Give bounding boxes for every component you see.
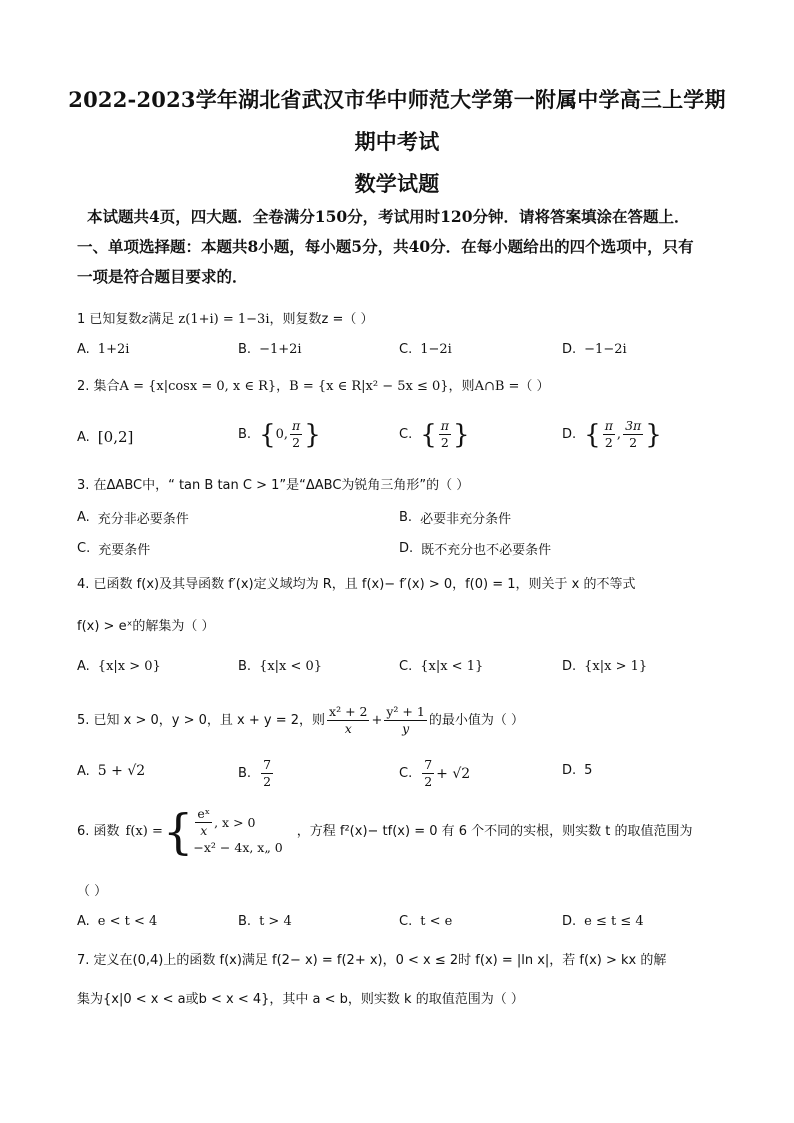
q2-ask: A∩B =（ ）: [474, 379, 550, 394]
case-2: −x² − 4x, x„ 0: [193, 840, 283, 855]
q1-mid: 满足: [148, 312, 175, 327]
option-letter: A.: [77, 763, 90, 779]
left-brace: {: [420, 419, 437, 450]
q3-option-a[interactable]: [77, 508, 189, 527]
q3-option-d[interactable]: [399, 539, 551, 558]
fraction: [623, 418, 643, 451]
q5-fraction-2: [384, 704, 426, 737]
numerator: x² + 2: [329, 704, 368, 719]
fraction: [422, 757, 434, 790]
q6-paren: （ ）: [77, 884, 108, 899]
fraction: [603, 418, 615, 451]
fraction: [195, 806, 212, 839]
fraction: [261, 757, 273, 790]
numerator: π: [604, 418, 613, 433]
option-text: {x|x < 1}: [420, 659, 484, 674]
option-text: {x|x < 0}: [259, 659, 323, 674]
option-letter: B.: [238, 427, 252, 442]
option-text: 既不充分也不必要条件: [421, 543, 552, 558]
q6-option-b[interactable]: [238, 914, 292, 929]
option-letter: A.: [77, 659, 90, 674]
q2-sep: ，: [276, 379, 290, 394]
q2-option-a[interactable]: [77, 428, 133, 446]
option-letter: C.: [399, 766, 413, 781]
left-brace: {: [259, 419, 276, 450]
question-7-line1: 7. 定义在(0,4)上的函数 f(x)满足 f(2− x) = f(2+ x)，0 < x ≤ 2时 f(x) = |ln x|，若 f(x) > kx 的解: [77, 953, 667, 968]
plus-sign: +: [371, 712, 383, 728]
option-text: {x|x > 1}: [584, 659, 648, 674]
q5-prefix: 5. 已知 x > 0，y > 0，且 x + y = 2，则: [77, 712, 326, 728]
exam-note: 本试题共4页，四大题．全卷满分150分，考试用时120分钟．请将答案填涂在答题上．: [87, 207, 690, 226]
option-letter: B.: [238, 342, 252, 357]
q6-post: ，方程 f²(x)− tf(x) = 0 有 6 个不同的实根，则实数 t 的取值范围为: [296, 823, 693, 839]
option-text: 充分非必要条件: [97, 512, 189, 527]
q3-option-c[interactable]: [77, 539, 150, 558]
case-1-condition: , x > 0: [214, 814, 256, 830]
numerator: 3π: [625, 418, 642, 433]
right-brace: }: [452, 419, 470, 450]
piecewise-brace: {: [162, 803, 194, 860]
q1-option-d[interactable]: [562, 342, 627, 357]
question-4-line2: f(x) > eˣ的解集为（ ）: [77, 619, 215, 634]
numerator: 7: [424, 757, 433, 772]
q6-function: f(x) =: [125, 823, 163, 839]
question-2: [77, 377, 737, 397]
option-letter: D.: [562, 763, 577, 778]
option-letter: C.: [399, 427, 413, 442]
q5-option-d[interactable]: [562, 763, 592, 778]
denominator: x: [200, 823, 208, 838]
q6-option-d[interactable]: [562, 914, 644, 929]
option-text: e < t < 4: [97, 914, 158, 929]
denominator: 2: [604, 435, 613, 450]
q1-option-a[interactable]: [77, 342, 129, 357]
option-letter: A.: [77, 429, 90, 445]
right-brace: }: [645, 419, 662, 450]
q2-set-a: A = {x|cosx = 0, x ∈ R}: [119, 379, 277, 394]
option-text: 1+2i: [97, 342, 130, 357]
option-text: −1−2i: [584, 342, 627, 357]
denominator: 2: [440, 435, 449, 450]
q1-option-b[interactable]: [238, 342, 302, 357]
numerator: π: [292, 418, 301, 433]
q5-option-a[interactable]: [77, 763, 145, 779]
denominator: y: [402, 721, 410, 736]
q4-option-b[interactable]: [238, 659, 322, 674]
option-text: 0,: [275, 427, 289, 442]
denominator: 2: [629, 435, 638, 450]
q1-var: z: [141, 312, 149, 327]
q5-option-b[interactable]: [238, 757, 275, 790]
option-letter: D.: [562, 659, 577, 674]
q2-option-b[interactable]: [238, 418, 321, 451]
option-letter: D.: [399, 541, 414, 556]
q2-prefix: 2. 集合: [77, 379, 120, 394]
denominator: 2: [292, 435, 301, 450]
q4-option-c[interactable]: [399, 659, 483, 674]
right-brace: }: [304, 419, 321, 450]
q1-ask: z =（ ）: [321, 312, 374, 327]
numerator: y² + 1: [386, 704, 425, 719]
option-letter: C.: [399, 914, 413, 929]
option-letter: C.: [399, 659, 413, 674]
question-1: [77, 310, 737, 330]
piecewise-cases: [193, 806, 282, 857]
q2-post: ，则: [448, 379, 475, 394]
numerator: 7: [263, 757, 272, 772]
q4-option-a[interactable]: [77, 659, 161, 674]
subject-title: 数学试题: [354, 171, 440, 196]
option-letter: B.: [238, 659, 252, 674]
fraction: [290, 418, 302, 451]
option-text: {x|x > 0}: [97, 659, 161, 674]
option-text: 充要条件: [98, 543, 151, 558]
numerator: π: [440, 418, 449, 433]
option-text: 1−2i: [420, 342, 452, 357]
q5-fraction-1: [327, 704, 369, 737]
exam-title-line2: 期中考试: [354, 129, 440, 154]
question-6: [77, 803, 737, 860]
option-letter: A.: [77, 342, 90, 357]
left-brace: {: [584, 419, 601, 450]
option-text: 5 + √2: [97, 763, 146, 779]
option-text: t < e: [420, 914, 453, 929]
option-text: e ≤ t ≤ 4: [584, 914, 644, 929]
fraction: [439, 418, 451, 451]
option-letter: A.: [77, 510, 90, 525]
option-letter: B.: [238, 766, 252, 781]
numerator: eˣ: [197, 806, 211, 821]
q5-option-c[interactable]: [399, 757, 470, 790]
exam-title-line1: 2022-2023学年湖北省武汉市华中师范大学第一附属中学高三上学期: [68, 87, 726, 112]
q1-equation: z(1+i) = 1−3i: [178, 312, 270, 327]
q6-option-a[interactable]: [77, 914, 157, 929]
option-letter: C.: [77, 541, 91, 556]
option-letter: D.: [562, 427, 577, 442]
q1-post: ，则复数: [269, 312, 322, 327]
q1-prefix: 1 已知复数: [77, 312, 142, 327]
section-heading-cont: 一项是符合题目要求的．: [77, 267, 248, 286]
q6-prefix: 6. 函数: [77, 823, 120, 839]
option-text: 5: [584, 763, 593, 778]
q2-option-d[interactable]: D. { $\frac{\pi}{2}$ , $\frac{3\pi}{2}$ }: [562, 418, 662, 450]
option-letter: B.: [399, 510, 413, 525]
q5-post: 的最小值为（ ）: [428, 712, 524, 728]
q1-option-c[interactable]: [399, 342, 452, 357]
option-text: 必要非充分条件: [420, 512, 512, 527]
option-letter: C.: [399, 342, 413, 357]
q6-option-c[interactable]: [399, 914, 452, 929]
question-4-line1: 4. 已函数 f(x)及其导函数 f′(x)定义域均为 R，且 f(x)− f′(x) > 0，f(0) = 1，则关于 x 的不等式: [77, 577, 636, 592]
section-heading: 一、单项选择题：本题共8小题，每小题5分，共40分．在每小题给出的四个选项中，只有: [77, 237, 694, 256]
q2-set-b: B = {x ∈ R|x² − 5x ≤ 0}: [289, 379, 449, 394]
denominator: 2: [263, 774, 272, 789]
denominator: x: [344, 721, 352, 736]
option-text: t > 4: [259, 914, 292, 929]
option-text: −1+2i: [259, 342, 302, 357]
q4-option-d[interactable]: [562, 659, 647, 674]
q3-option-b[interactable]: [399, 508, 511, 527]
denominator: 2: [424, 774, 433, 789]
option-letter: B.: [238, 914, 252, 929]
option-letter: D.: [562, 342, 577, 357]
option-letter: D.: [562, 914, 577, 929]
question-7-line2: 集为{x|0 < x < a或b < x < 4}，其中 a < b，则实数 k 的取值范围为（ ）: [77, 992, 524, 1007]
q2-option-c[interactable]: [399, 418, 470, 451]
question-3: 3. 在ΔABC中，“ tan B tan C > 1”是“ΔABC为锐角三角形”的（ ）: [77, 478, 470, 493]
option-letter: A.: [77, 914, 90, 929]
option-text: [0,2]: [97, 428, 134, 446]
option-text: + √2: [436, 765, 471, 782]
question-5: [77, 704, 737, 737]
